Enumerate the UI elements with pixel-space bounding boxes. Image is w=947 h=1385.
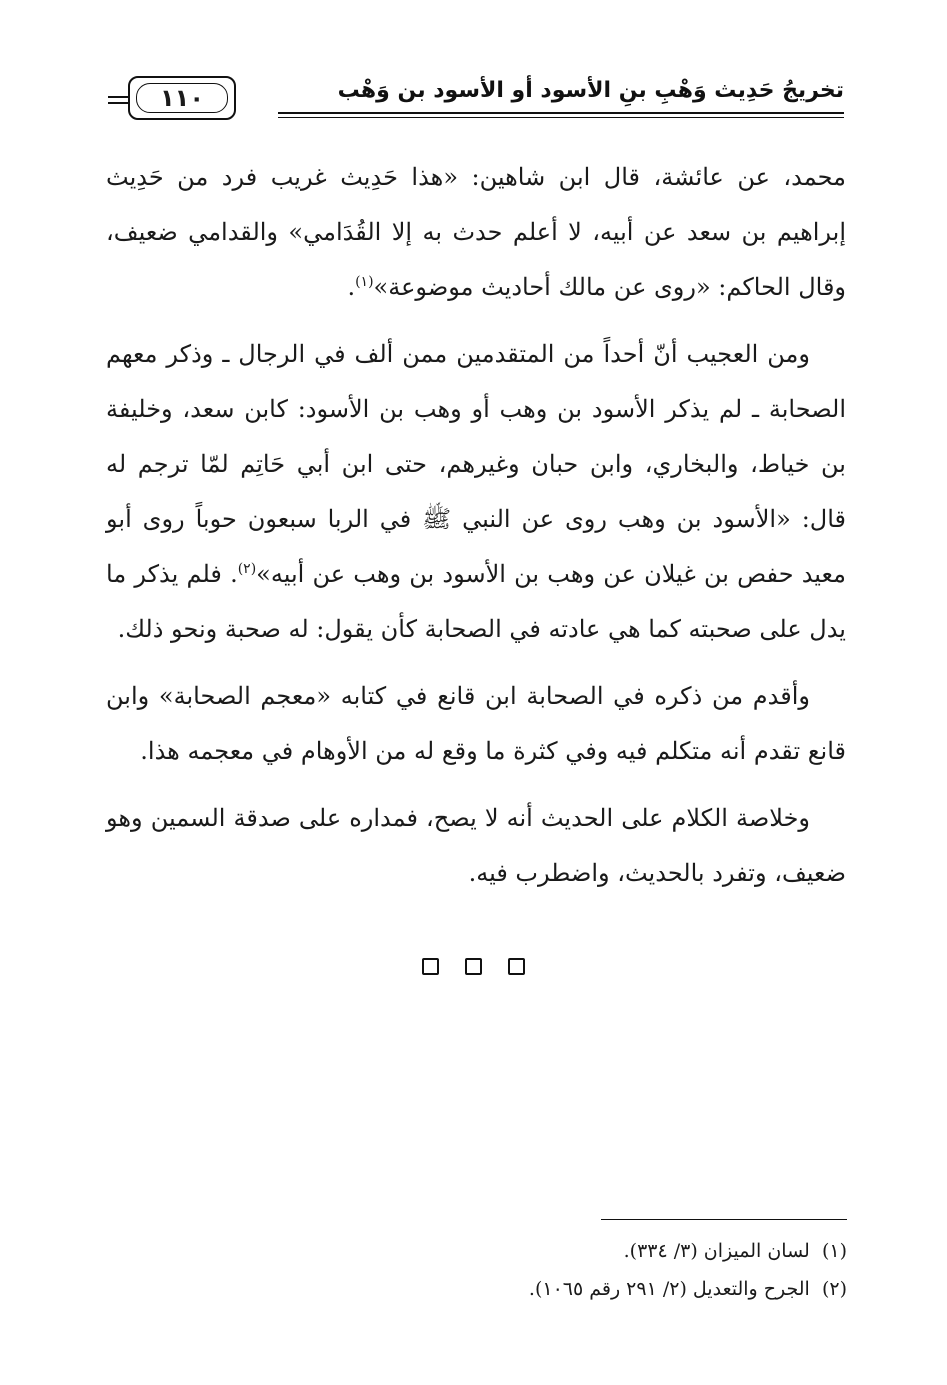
footnote-text: لسان الميزان (٣/ ٣٣٤). [623,1240,810,1262]
square-icon [465,958,482,975]
square-icon [422,958,439,975]
header-dash [108,96,128,98]
page-number-box [128,76,236,120]
footnote [107,1270,847,1308]
footnote-number: (١) [821,1240,847,1262]
footnote-text: الجرح والتعديل (٢/ ٢٩١ رقم ١٠٦٥). [528,1278,810,1300]
footnote [107,1232,847,1270]
section-separator [0,958,947,975]
main-text [106,150,846,913]
square-icon [508,958,525,975]
footnote-rule [601,1219,847,1220]
running-title: تخريجُ حَدِيث وَهْبِ بنِ الأسود أو الأسود بن وَهْب [337,78,844,103]
page-number-frame [136,83,228,113]
header-rule-thin [278,117,844,118]
header-rule [278,112,844,114]
paragraph-text: ومن العجيب أنّ أحداً من المتقدمين ممن ألف في الرجال ـ وذكر معهم الصحابة ـ لم يذكر الأسود بن وهب أو وهب بن الأسود: كابن سعد، وخليفة بن خياط، والبخاري، وابن حبان وغيرهم، حتى ابن أبي حَاتِم لمّا ترجم له قال: «الأسود بن وهب روى عن النبي ﷺ في الربا سبعون حوباً روى أبو معيد حفص بن غيلان عن وهب بن الأسود بن وهب عن أبيه» [106,340,847,588]
page-header [108,72,844,124]
paragraph [106,669,846,779]
paragraph-text: وخلاصة الكلام على الحديث أنه لا يصح، فمداره على صدقة السمين وهو ضعيف، وتفرد بالحديث، واضطرب فيه. [106,804,846,887]
footnotes [107,1232,847,1308]
page-number: ١١٠ [160,84,204,112]
paragraph [106,791,846,901]
footnote-number: (٢) [821,1278,847,1300]
paragraph-text: محمد، عن عائشة، قال ابن شاهين: «هذا حَدِيث غريب فرد من حَدِيث إبراهيم بن سعد عن أبيه، لا أعلم حدث به إلا القُدَامي» والقدامي ضعيف، وقال الحاكم: «روى عن مالك أحاديث موضوعة» [106,163,846,301]
paragraph [106,327,846,657]
header-dash [108,102,128,104]
paragraph-tail: . [347,273,356,301]
paragraph-text: وأقدم من ذكره في الصحابة ابن قانع في كتابه «معجم الصحابة» وابن قانع تقدم أنه متكلم فيه وفي كثرة ما وقع له من الأوهام في معجمه هذا. [106,682,846,765]
footnote-ref[interactable]: (١) [355,274,374,290]
paragraph-tail: . فلم يذكر ما يدل على صحبته كما هي عادته في الصحابة كأن يقول: له صحبة ونحو ذلك. [106,560,846,643]
paragraph [106,150,846,315]
footnote-ref[interactable]: (٢) [237,561,257,577]
